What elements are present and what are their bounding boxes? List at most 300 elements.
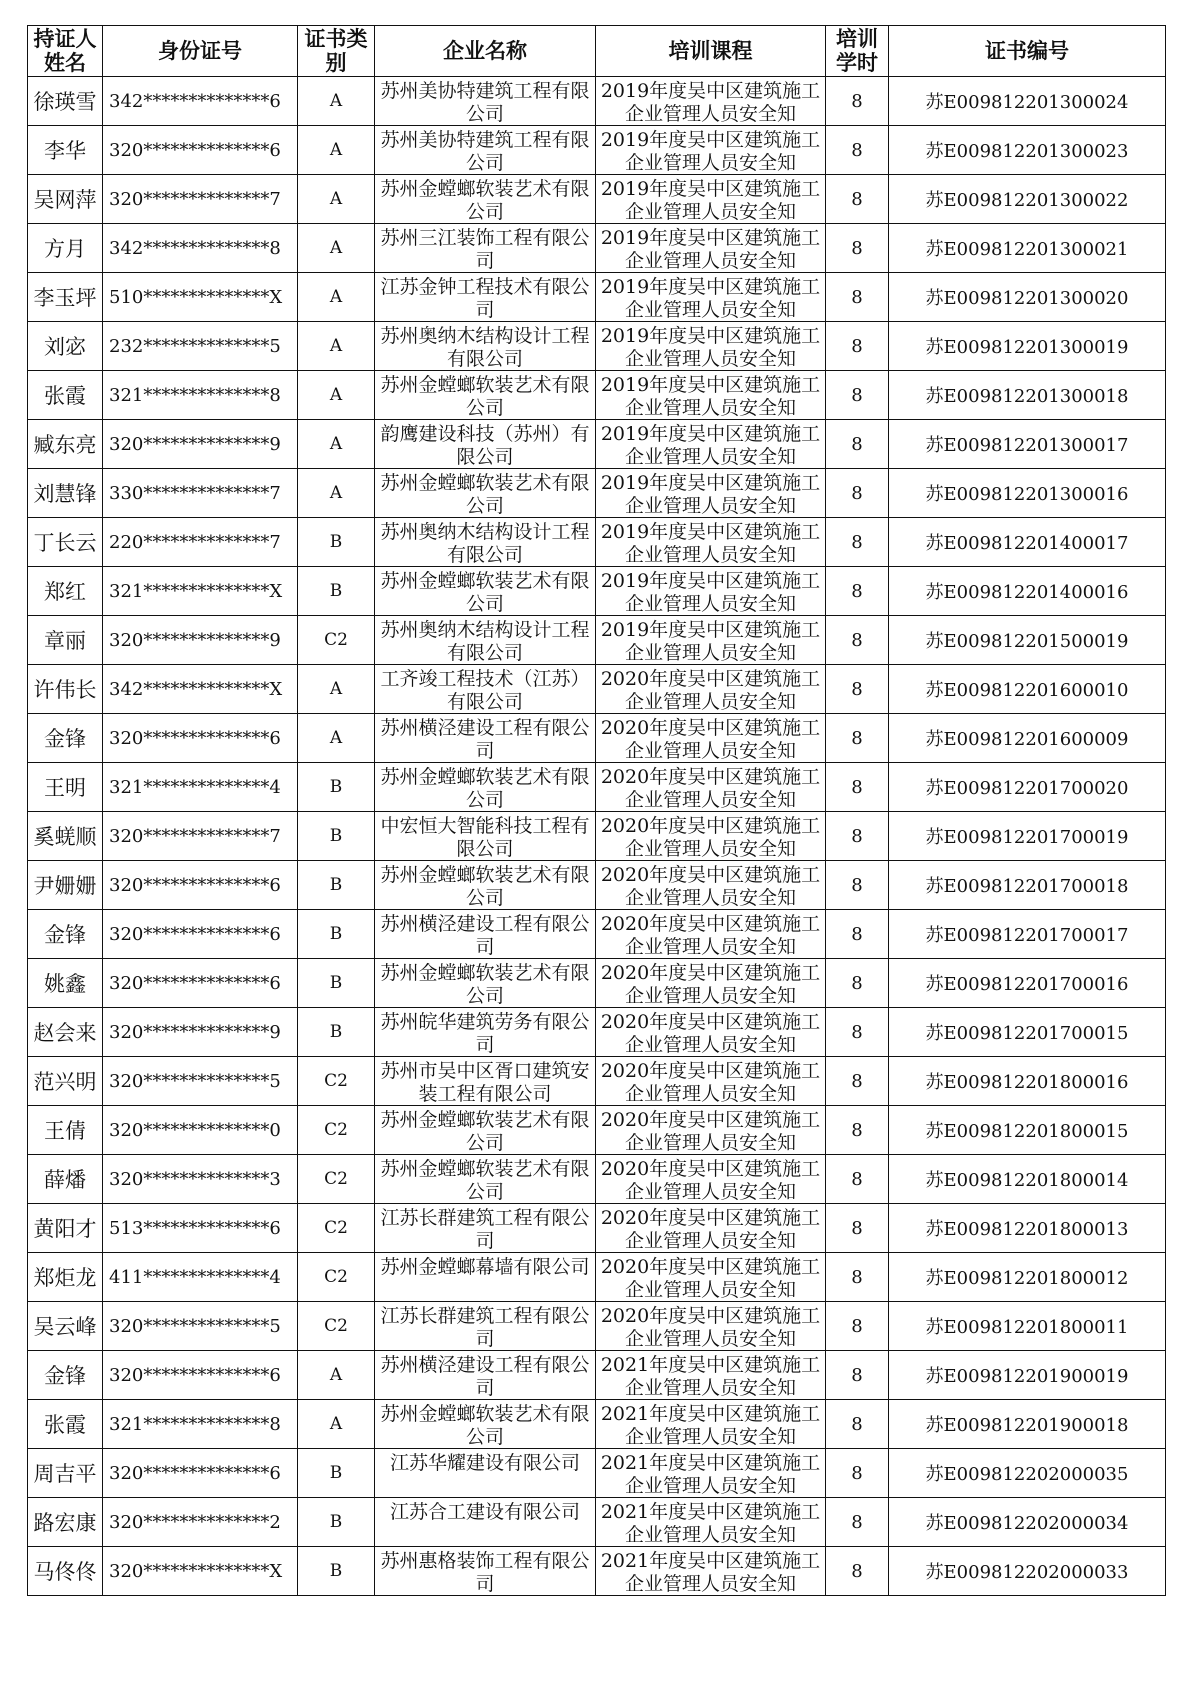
course-cell <box>596 371 826 420</box>
cert-number-cell: 苏E009812201700018 <box>889 861 1166 910</box>
course-cell-text: 2020年度吴中区建筑施工企业管理人员安全知 <box>600 962 821 1006</box>
id-number-cell: 321**************8 <box>103 371 298 420</box>
company-cell-text: 苏州金螳螂软装艺术有限公司 <box>380 864 590 908</box>
id-number-cell: 232**************5 <box>103 322 298 371</box>
cert-number-cell: 苏E009812202000034 <box>889 1498 1166 1547</box>
company-cell-text: 苏州金螳螂软装艺术有限公司 <box>380 766 590 810</box>
cert-number-cell: 苏E009812201300019 <box>889 322 1166 371</box>
course-cell <box>596 126 826 175</box>
course-cell-text: 2020年度吴中区建筑施工企业管理人员安全知 <box>600 913 821 957</box>
id-number-cell: 320**************5 <box>103 1057 298 1106</box>
holder-name-cell: 金锋 <box>28 910 103 959</box>
id-number-cell: 220**************7 <box>103 518 298 567</box>
company-cell <box>375 616 596 665</box>
cert-number-cell: 苏E009812201300021 <box>889 224 1166 273</box>
hours-cell: 8 <box>826 1449 889 1498</box>
cert-type-cell: A <box>298 469 375 518</box>
course-cell <box>596 224 826 273</box>
company-cell-text: 苏州美协特建筑工程有限公司 <box>380 80 590 124</box>
company-cell <box>375 420 596 469</box>
id-number-cell: 320**************9 <box>103 420 298 469</box>
holder-name-cell: 王倩 <box>28 1106 103 1155</box>
hours-cell: 8 <box>826 371 889 420</box>
table-row <box>28 1253 1166 1302</box>
id-number-cell: 320**************3 <box>103 1155 298 1204</box>
holder-name-cell: 范兴明 <box>28 1057 103 1106</box>
table-row <box>28 224 1166 273</box>
holder-name-cell: 郑红 <box>28 567 103 616</box>
company-cell <box>375 126 596 175</box>
company-cell-text: 苏州奥纳木结构设计工程有限公司 <box>380 521 590 565</box>
course-cell <box>596 1008 826 1057</box>
cert-number-cell: 苏E009812201600010 <box>889 665 1166 714</box>
company-cell-text: 江苏合工建设有限公司 <box>389 1501 580 1523</box>
holder-name-cell: 路宏康 <box>28 1498 103 1547</box>
hours-cell: 8 <box>826 1253 889 1302</box>
course-cell <box>596 861 826 910</box>
hours-cell: 8 <box>826 763 889 812</box>
table-row <box>28 910 1166 959</box>
cert-type-cell: A <box>298 322 375 371</box>
course-cell-text: 2020年度吴中区建筑施工企业管理人员安全知 <box>600 1158 821 1202</box>
cert-number-cell: 苏E009812201800013 <box>889 1204 1166 1253</box>
holder-name-cell: 周吉平 <box>28 1449 103 1498</box>
holder-name-cell: 刘宓 <box>28 322 103 371</box>
cert-type-cell: B <box>298 959 375 1008</box>
company-cell-text: 江苏华耀建设有限公司 <box>389 1452 580 1474</box>
holder-name-cell: 马佟佟 <box>28 1547 103 1596</box>
course-cell <box>596 1155 826 1204</box>
company-cell-text: 苏州奥纳木结构设计工程有限公司 <box>380 325 590 369</box>
course-cell-text: 2021年度吴中区建筑施工企业管理人员安全知 <box>600 1550 821 1594</box>
holder-name-cell: 赵会来 <box>28 1008 103 1057</box>
course-cell <box>596 1449 826 1498</box>
cert-number-cell: 苏E009812201700015 <box>889 1008 1166 1057</box>
cert-number-cell: 苏E009812202000033 <box>889 1547 1166 1596</box>
company-cell-text: 苏州金螳螂软装艺术有限公司 <box>380 1109 590 1153</box>
id-number-cell: 411**************4 <box>103 1253 298 1302</box>
id-number-cell: 320**************7 <box>103 175 298 224</box>
cert-number-cell: 苏E009812201800011 <box>889 1302 1166 1351</box>
hours-cell: 8 <box>826 861 889 910</box>
course-cell-text: 2020年度吴中区建筑施工企业管理人员安全知 <box>600 668 821 712</box>
course-cell-text: 2019年度吴中区建筑施工企业管理人员安全知 <box>600 227 821 271</box>
course-cell-text: 2020年度吴中区建筑施工企业管理人员安全知 <box>600 815 821 859</box>
cert-type-cell: C2 <box>298 1155 375 1204</box>
course-cell <box>596 616 826 665</box>
cert-type-cell: A <box>298 371 375 420</box>
table-row <box>28 861 1166 910</box>
cert-number-cell: 苏E009812201700020 <box>889 763 1166 812</box>
course-cell <box>596 77 826 126</box>
holder-name-cell: 刘慧锋 <box>28 469 103 518</box>
company-cell-text: 苏州金螳螂软装艺术有限公司 <box>380 178 590 222</box>
id-number-cell: 320**************X <box>103 1547 298 1596</box>
table-row <box>28 1351 1166 1400</box>
id-number-cell: 342**************X <box>103 665 298 714</box>
hours-cell: 8 <box>826 910 889 959</box>
company-cell <box>375 665 596 714</box>
company-cell-text: 韵鹰建设科技（苏州）有限公司 <box>380 423 590 467</box>
company-cell <box>375 1302 596 1351</box>
holder-name-cell: 奚蜣顺 <box>28 812 103 861</box>
cert-number-cell: 苏E009812201300023 <box>889 126 1166 175</box>
company-cell <box>375 1155 596 1204</box>
table-row <box>28 175 1166 224</box>
cert-number-cell: 苏E009812201500019 <box>889 616 1166 665</box>
cert-type-cell: C2 <box>298 1057 375 1106</box>
hours-cell: 8 <box>826 126 889 175</box>
holder-name-cell: 金锋 <box>28 1351 103 1400</box>
company-cell-text: 苏州金螳螂软装艺术有限公司 <box>380 472 590 516</box>
header-course: 培训课程 <box>596 26 826 77</box>
course-cell-text: 2020年度吴中区建筑施工企业管理人员安全知 <box>600 766 821 810</box>
header-cert: 证书编号 <box>889 26 1166 77</box>
header-company: 企业名称 <box>375 26 596 77</box>
table-row <box>28 763 1166 812</box>
company-cell-text: 中宏恒大智能科技工程有限公司 <box>380 815 590 859</box>
hours-cell: 8 <box>826 1008 889 1057</box>
cert-number-cell: 苏E009812201300018 <box>889 371 1166 420</box>
course-cell <box>596 959 826 1008</box>
course-cell <box>596 175 826 224</box>
cert-type-cell: A <box>298 1351 375 1400</box>
company-cell <box>375 1204 596 1253</box>
company-cell-text: 苏州金螳螂软装艺术有限公司 <box>380 1158 590 1202</box>
cert-type-cell: A <box>298 1400 375 1449</box>
cert-type-cell: A <box>298 175 375 224</box>
company-cell-text: 苏州横泾建设工程有限公司 <box>380 1354 590 1398</box>
cert-number-cell: 苏E009812201600009 <box>889 714 1166 763</box>
company-cell <box>375 959 596 1008</box>
cert-number-cell: 苏E009812201900018 <box>889 1400 1166 1449</box>
company-cell-text: 苏州横泾建设工程有限公司 <box>380 913 590 957</box>
cert-number-cell: 苏E009812201800016 <box>889 1057 1166 1106</box>
cert-number-cell: 苏E009812201300022 <box>889 175 1166 224</box>
cert-type-cell: A <box>298 126 375 175</box>
course-cell-text: 2021年度吴中区建筑施工企业管理人员安全知 <box>600 1403 821 1447</box>
company-cell-text: 苏州金螳螂幕墙有限公司 <box>380 1256 590 1278</box>
table-row <box>28 371 1166 420</box>
cert-type-cell: A <box>298 665 375 714</box>
id-number-cell: 320**************9 <box>103 1008 298 1057</box>
table-row <box>28 126 1166 175</box>
table-row <box>28 1155 1166 1204</box>
course-cell <box>596 1547 826 1596</box>
hours-cell: 8 <box>826 77 889 126</box>
course-cell-text: 2020年度吴中区建筑施工企业管理人员安全知 <box>600 1256 821 1300</box>
id-number-cell: 320**************6 <box>103 959 298 1008</box>
cert-number-cell: 苏E009812201700019 <box>889 812 1166 861</box>
course-cell-text: 2019年度吴中区建筑施工企业管理人员安全知 <box>600 423 821 467</box>
holder-name-cell: 王明 <box>28 763 103 812</box>
table-row <box>28 1106 1166 1155</box>
holder-name-cell: 郑炬龙 <box>28 1253 103 1302</box>
id-number-cell: 321**************8 <box>103 1400 298 1449</box>
course-cell-text: 2020年度吴中区建筑施工企业管理人员安全知 <box>600 1011 821 1055</box>
cert-number-cell: 苏E009812201800012 <box>889 1253 1166 1302</box>
hours-cell: 8 <box>826 273 889 322</box>
hours-cell: 8 <box>826 812 889 861</box>
course-cell-text: 2020年度吴中区建筑施工企业管理人员安全知 <box>600 1109 821 1153</box>
company-cell <box>375 1400 596 1449</box>
course-cell-text: 2020年度吴中区建筑施工企业管理人员安全知 <box>600 864 821 908</box>
holder-name-cell: 薛燔 <box>28 1155 103 1204</box>
id-number-cell: 320**************6 <box>103 1449 298 1498</box>
header-type: 证书类别 <box>298 26 375 77</box>
hours-cell: 8 <box>826 224 889 273</box>
company-cell <box>375 1547 596 1596</box>
id-number-cell: 342**************8 <box>103 224 298 273</box>
company-cell-text: 苏州美协特建筑工程有限公司 <box>380 129 590 173</box>
cert-type-cell: B <box>298 1498 375 1547</box>
cert-type-cell: A <box>298 420 375 469</box>
company-cell <box>375 1057 596 1106</box>
company-cell-text: 苏州三江装饰工程有限公司 <box>380 227 590 271</box>
cert-type-cell: C2 <box>298 1106 375 1155</box>
cert-number-cell: 苏E009812201700016 <box>889 959 1166 1008</box>
course-cell-text: 2021年度吴中区建筑施工企业管理人员安全知 <box>600 1501 821 1545</box>
course-cell-text: 2019年度吴中区建筑施工企业管理人员安全知 <box>600 619 821 663</box>
table-row <box>28 1449 1166 1498</box>
course-cell <box>596 567 826 616</box>
company-cell <box>375 175 596 224</box>
course-cell-text: 2021年度吴中区建筑施工企业管理人员安全知 <box>600 1452 821 1496</box>
id-number-cell: 510**************X <box>103 273 298 322</box>
hours-cell: 8 <box>826 1155 889 1204</box>
id-number-cell: 320**************0 <box>103 1106 298 1155</box>
cert-type-cell: B <box>298 910 375 959</box>
id-number-cell: 321**************X <box>103 567 298 616</box>
course-cell <box>596 518 826 567</box>
cert-type-cell: C2 <box>298 1253 375 1302</box>
table-row <box>28 567 1166 616</box>
holder-name-cell: 丁长云 <box>28 518 103 567</box>
holder-name-cell: 尹姗姗 <box>28 861 103 910</box>
hours-cell: 8 <box>826 420 889 469</box>
cert-type-cell: A <box>298 273 375 322</box>
cert-type-cell: C2 <box>298 616 375 665</box>
company-cell <box>375 714 596 763</box>
header-id: 身份证号 <box>103 26 298 77</box>
cert-number-cell: 苏E009812201400017 <box>889 518 1166 567</box>
cert-number-cell: 苏E009812201300017 <box>889 420 1166 469</box>
company-cell-text: 苏州横泾建设工程有限公司 <box>380 717 590 761</box>
company-cell <box>375 910 596 959</box>
company-cell <box>375 371 596 420</box>
course-cell <box>596 1351 826 1400</box>
id-number-cell: 320**************6 <box>103 910 298 959</box>
course-cell <box>596 665 826 714</box>
course-cell-text: 2021年度吴中区建筑施工企业管理人员安全知 <box>600 1354 821 1398</box>
holder-name-cell: 章丽 <box>28 616 103 665</box>
company-cell-text: 江苏金钟工程技术有限公司 <box>380 276 590 320</box>
id-number-cell: 320**************9 <box>103 616 298 665</box>
company-cell <box>375 1253 596 1302</box>
table-row <box>28 273 1166 322</box>
hours-cell: 8 <box>826 1106 889 1155</box>
id-number-cell: 320**************6 <box>103 1351 298 1400</box>
cert-number-cell: 苏E009812201700017 <box>889 910 1166 959</box>
hours-cell: 8 <box>826 322 889 371</box>
course-cell <box>596 1302 826 1351</box>
company-cell <box>375 224 596 273</box>
company-cell-text: 苏州惠格装饰工程有限公司 <box>380 1550 590 1594</box>
hours-cell: 8 <box>826 175 889 224</box>
hours-cell: 8 <box>826 1498 889 1547</box>
course-cell-text: 2020年度吴中区建筑施工企业管理人员安全知 <box>600 717 821 761</box>
course-cell <box>596 273 826 322</box>
table-row <box>28 518 1166 567</box>
table-row <box>28 1008 1166 1057</box>
table-row <box>28 616 1166 665</box>
id-number-cell: 330**************7 <box>103 469 298 518</box>
company-cell <box>375 77 596 126</box>
company-cell-text: 苏州金螳螂软装艺术有限公司 <box>380 1403 590 1447</box>
table-row <box>28 1547 1166 1596</box>
table-row <box>28 469 1166 518</box>
cert-type-cell: A <box>298 714 375 763</box>
course-cell-text: 2020年度吴中区建筑施工企业管理人员安全知 <box>600 1305 821 1349</box>
cert-type-cell: C2 <box>298 1204 375 1253</box>
course-cell <box>596 469 826 518</box>
table-row <box>28 1302 1166 1351</box>
cert-number-cell: 苏E009812201800014 <box>889 1155 1166 1204</box>
course-cell <box>596 910 826 959</box>
table-row <box>28 1400 1166 1449</box>
hours-cell: 8 <box>826 469 889 518</box>
cert-type-cell: B <box>298 1449 375 1498</box>
cert-number-cell: 苏E009812201800015 <box>889 1106 1166 1155</box>
cert-number-cell: 苏E009812201300020 <box>889 273 1166 322</box>
hours-cell: 8 <box>826 518 889 567</box>
company-cell <box>375 1498 596 1547</box>
cert-type-cell: B <box>298 812 375 861</box>
id-number-cell: 321**************4 <box>103 763 298 812</box>
course-cell-text: 2019年度吴中区建筑施工企业管理人员安全知 <box>600 570 821 614</box>
company-cell <box>375 1106 596 1155</box>
id-number-cell: 320**************6 <box>103 861 298 910</box>
hours-cell: 8 <box>826 567 889 616</box>
hours-cell: 8 <box>826 714 889 763</box>
company-cell <box>375 1449 596 1498</box>
course-cell <box>596 1253 826 1302</box>
cert-type-cell: C2 <box>298 1302 375 1351</box>
hours-cell: 8 <box>826 1400 889 1449</box>
table-row <box>28 959 1166 1008</box>
cert-type-cell: B <box>298 567 375 616</box>
holder-name-cell: 张霞 <box>28 1400 103 1449</box>
company-cell-text: 苏州金螳螂软装艺术有限公司 <box>380 374 590 418</box>
hours-cell: 8 <box>826 959 889 1008</box>
course-cell <box>596 1106 826 1155</box>
holder-name-cell: 李玉坪 <box>28 273 103 322</box>
id-number-cell: 320**************7 <box>103 812 298 861</box>
holder-name-cell: 金锋 <box>28 714 103 763</box>
table-row <box>28 1498 1166 1547</box>
course-cell <box>596 1400 826 1449</box>
id-number-cell: 320**************6 <box>103 126 298 175</box>
company-cell <box>375 322 596 371</box>
holder-name-cell: 方月 <box>28 224 103 273</box>
company-cell-text: 江苏长群建筑工程有限公司 <box>380 1207 590 1251</box>
id-number-cell: 513**************6 <box>103 1204 298 1253</box>
company-cell <box>375 1008 596 1057</box>
hours-cell: 8 <box>826 1204 889 1253</box>
cert-number-cell: 苏E009812201400016 <box>889 567 1166 616</box>
cert-type-cell: B <box>298 518 375 567</box>
table-row <box>28 1204 1166 1253</box>
course-cell-text: 2019年度吴中区建筑施工企业管理人员安全知 <box>600 80 821 124</box>
course-cell-text: 2019年度吴中区建筑施工企业管理人员安全知 <box>600 276 821 320</box>
table-row <box>28 714 1166 763</box>
cert-type-cell: B <box>298 763 375 812</box>
cert-type-cell: B <box>298 1547 375 1596</box>
course-cell-text: 2020年度吴中区建筑施工企业管理人员安全知 <box>600 1207 821 1251</box>
hours-cell: 8 <box>826 665 889 714</box>
course-cell <box>596 322 826 371</box>
course-cell-text: 2019年度吴中区建筑施工企业管理人员安全知 <box>600 472 821 516</box>
course-cell-text: 2019年度吴中区建筑施工企业管理人员安全知 <box>600 521 821 565</box>
table-row <box>28 812 1166 861</box>
cert-type-cell: B <box>298 1008 375 1057</box>
id-number-cell: 320**************2 <box>103 1498 298 1547</box>
table-row <box>28 1057 1166 1106</box>
company-cell-text: 江苏长群建筑工程有限公司 <box>380 1305 590 1349</box>
course-cell <box>596 1498 826 1547</box>
holder-name-cell: 李华 <box>28 126 103 175</box>
cert-type-cell: B <box>298 861 375 910</box>
id-number-cell: 320**************5 <box>103 1302 298 1351</box>
company-cell-text: 苏州皖华建筑劳务有限公司 <box>380 1011 590 1055</box>
company-cell <box>375 518 596 567</box>
table-row <box>28 322 1166 371</box>
company-cell <box>375 763 596 812</box>
holder-name-cell: 许伟长 <box>28 665 103 714</box>
holder-name-cell: 姚鑫 <box>28 959 103 1008</box>
table-row <box>28 77 1166 126</box>
course-cell <box>596 714 826 763</box>
course-cell-text: 2019年度吴中区建筑施工企业管理人员安全知 <box>600 374 821 418</box>
cert-type-cell: A <box>298 77 375 126</box>
course-cell-text: 2020年度吴中区建筑施工企业管理人员安全知 <box>600 1060 821 1104</box>
hours-cell: 8 <box>826 1302 889 1351</box>
holder-name-cell: 吴网萍 <box>28 175 103 224</box>
header-hours: 培训学时 <box>826 26 889 77</box>
holder-name-cell: 吴云峰 <box>28 1302 103 1351</box>
course-cell <box>596 763 826 812</box>
cert-number-cell: 苏E009812202000035 <box>889 1449 1166 1498</box>
course-cell <box>596 812 826 861</box>
cert-number-cell: 苏E009812201900019 <box>889 1351 1166 1400</box>
cert-type-cell: A <box>298 224 375 273</box>
company-cell <box>375 469 596 518</box>
company-cell-text: 苏州市吴中区胥口建筑安装工程有限公司 <box>380 1060 590 1104</box>
holder-name-cell: 臧东亮 <box>28 420 103 469</box>
company-cell-text: 苏州奥纳木结构设计工程有限公司 <box>380 619 590 663</box>
company-cell <box>375 861 596 910</box>
certificate-table <box>27 25 1166 1596</box>
course-cell <box>596 1057 826 1106</box>
company-cell <box>375 1351 596 1400</box>
cert-number-cell: 苏E009812201300024 <box>889 77 1166 126</box>
holder-name-cell: 徐瑛雪 <box>28 77 103 126</box>
hours-cell: 8 <box>826 1351 889 1400</box>
course-cell <box>596 420 826 469</box>
header-name: 持证人姓名 <box>28 26 103 77</box>
hours-cell: 8 <box>826 1057 889 1106</box>
course-cell-text: 2019年度吴中区建筑施工企业管理人员安全知 <box>600 325 821 369</box>
